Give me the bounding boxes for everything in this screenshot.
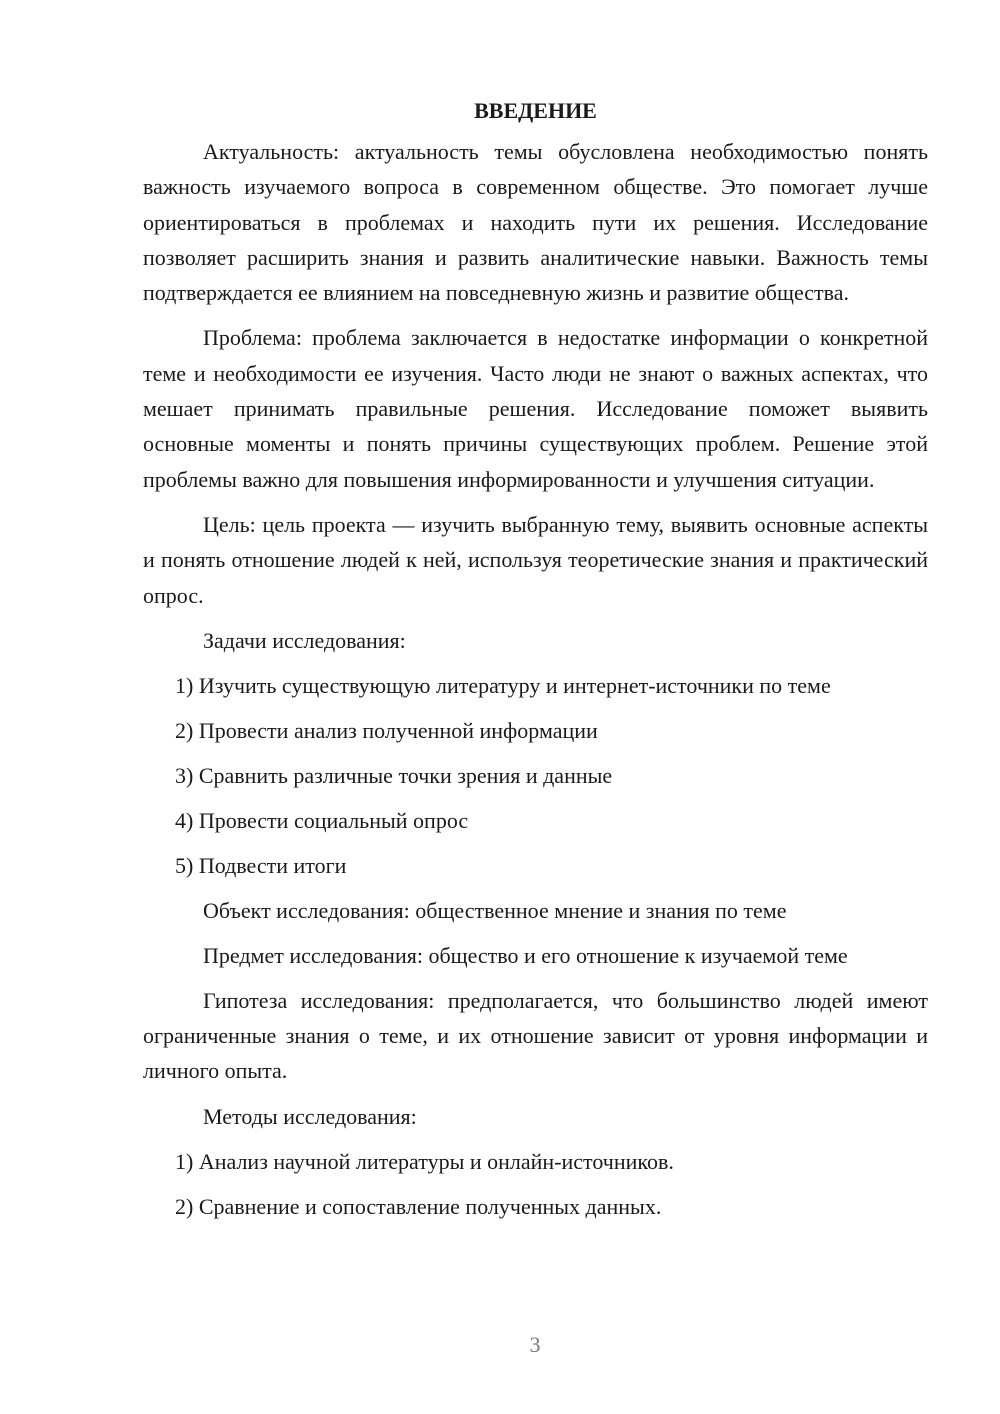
tasks-heading: Задачи исследования: xyxy=(203,627,406,653)
task-item: 4) Провести социальный опрос xyxy=(175,807,469,833)
task-item: 5) Подвести итоги xyxy=(175,852,347,878)
task-item: 3) Сравнить различные точки зрения и данные xyxy=(175,762,613,788)
methods-heading: Методы исследования: xyxy=(203,1103,417,1129)
method-item: 1) Анализ научной литературы и онлайн-источников. xyxy=(175,1148,674,1174)
method-item: 2) Сравнение и сопоставление полученных данных. xyxy=(175,1193,662,1219)
task-item: 2) Провести анализ полученной информации xyxy=(175,717,598,743)
relevance-paragraph: Актуальность: актуальность темы обусловлена необходимостью понять важность изучаемого вопроса в современном обществе. Это помогает лучше ориентироваться в проблемах и находить пути их решения. Исследование позволяет расширить знания и развить аналитические навыки. Важность темы подтверждается ее влиянием на повседневную жизнь и развитие общества. xyxy=(143,139,928,306)
problem-paragraph: Проблема: проблема заключается в недостатке информации о конкретной теме и необходимости ее изучения. Часто люди не знают о важных аспектах, что мешает принимать правильные решения. Исследование поможет выявить основные моменты и понять причины существующих проблем. Решение этой проблемы важно для повышения информированности и улучшения ситуации. xyxy=(143,325,928,492)
document-page xyxy=(143,93,928,1234)
page-number: 3 xyxy=(529,1332,541,1357)
goal-paragraph: Цель: цель проекта — изучить выбранную тему, выявить основные аспекты и понять отношение людей к ней, используя теоретические знания и практический опрос. xyxy=(143,511,928,608)
page-title: ВВЕДЕНИЕ xyxy=(474,98,597,123)
task-item: 1) Изучить существующую литературу и интернет-источники по теме xyxy=(175,672,831,698)
hypothesis-paragraph: Гипотеза исследования: предполагается, что большинство людей имеют ограниченные знания о теме, и их отношение зависит от уровня информации и личного опыта. xyxy=(143,987,928,1084)
research-subject: Предмет исследования: общество и его отношение к изучаемой теме xyxy=(203,942,848,968)
research-object: Объект исследования: общественное мнение и знания по теме xyxy=(203,897,787,923)
